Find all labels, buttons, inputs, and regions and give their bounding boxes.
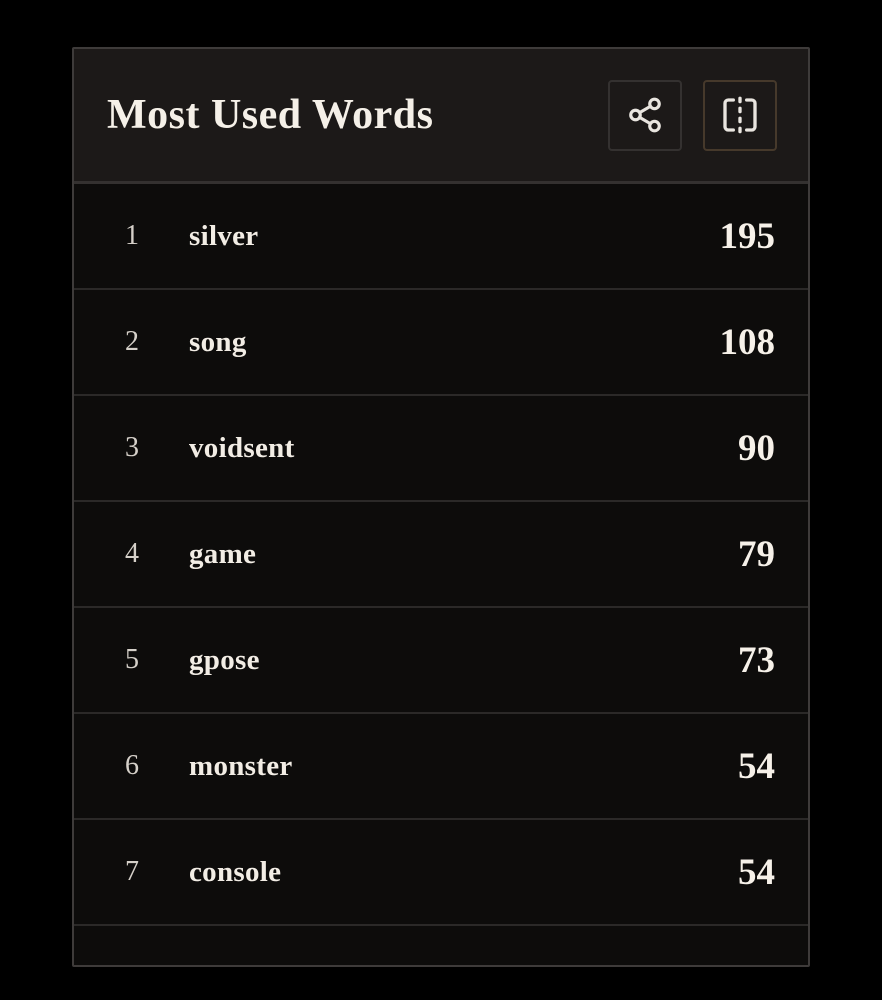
word-rank: 6	[125, 750, 139, 781]
word-rank: 4	[125, 538, 139, 569]
header-actions	[608, 80, 777, 151]
word-label: game	[189, 537, 257, 570]
most-used-words-card	[72, 47, 810, 967]
word-count: 90	[738, 427, 775, 469]
word-label: gpose	[189, 643, 260, 676]
word-list	[74, 184, 808, 926]
card-title: Most Used Words	[107, 92, 434, 138]
flip-horizontal-icon	[720, 95, 760, 135]
word-rank: 5	[125, 644, 139, 675]
word-count: 79	[738, 533, 775, 575]
share-button[interactable]	[608, 80, 682, 151]
word-rank: 2	[125, 326, 139, 357]
word-row	[74, 396, 808, 502]
word-row	[74, 184, 808, 290]
word-label: monster	[189, 749, 293, 782]
word-count: 195	[719, 215, 775, 257]
word-count: 73	[738, 639, 775, 681]
flip-horizontal-button[interactable]	[703, 80, 777, 151]
word-label: console	[189, 855, 282, 888]
word-rank: 7	[125, 856, 139, 887]
word-row	[74, 820, 808, 926]
word-rank: 1	[125, 220, 139, 251]
word-row	[74, 502, 808, 608]
share-icon	[626, 96, 664, 134]
word-label: song	[189, 325, 247, 358]
word-row-partial	[74, 926, 808, 948]
word-count: 108	[719, 321, 775, 363]
word-label: silver	[189, 219, 259, 252]
word-row	[74, 290, 808, 396]
word-count: 54	[738, 745, 775, 787]
word-row	[74, 714, 808, 820]
word-rank: 3	[125, 432, 139, 463]
word-count: 54	[738, 851, 775, 893]
word-row	[74, 608, 808, 714]
card-header	[74, 49, 808, 184]
word-label: voidsent	[189, 431, 295, 464]
